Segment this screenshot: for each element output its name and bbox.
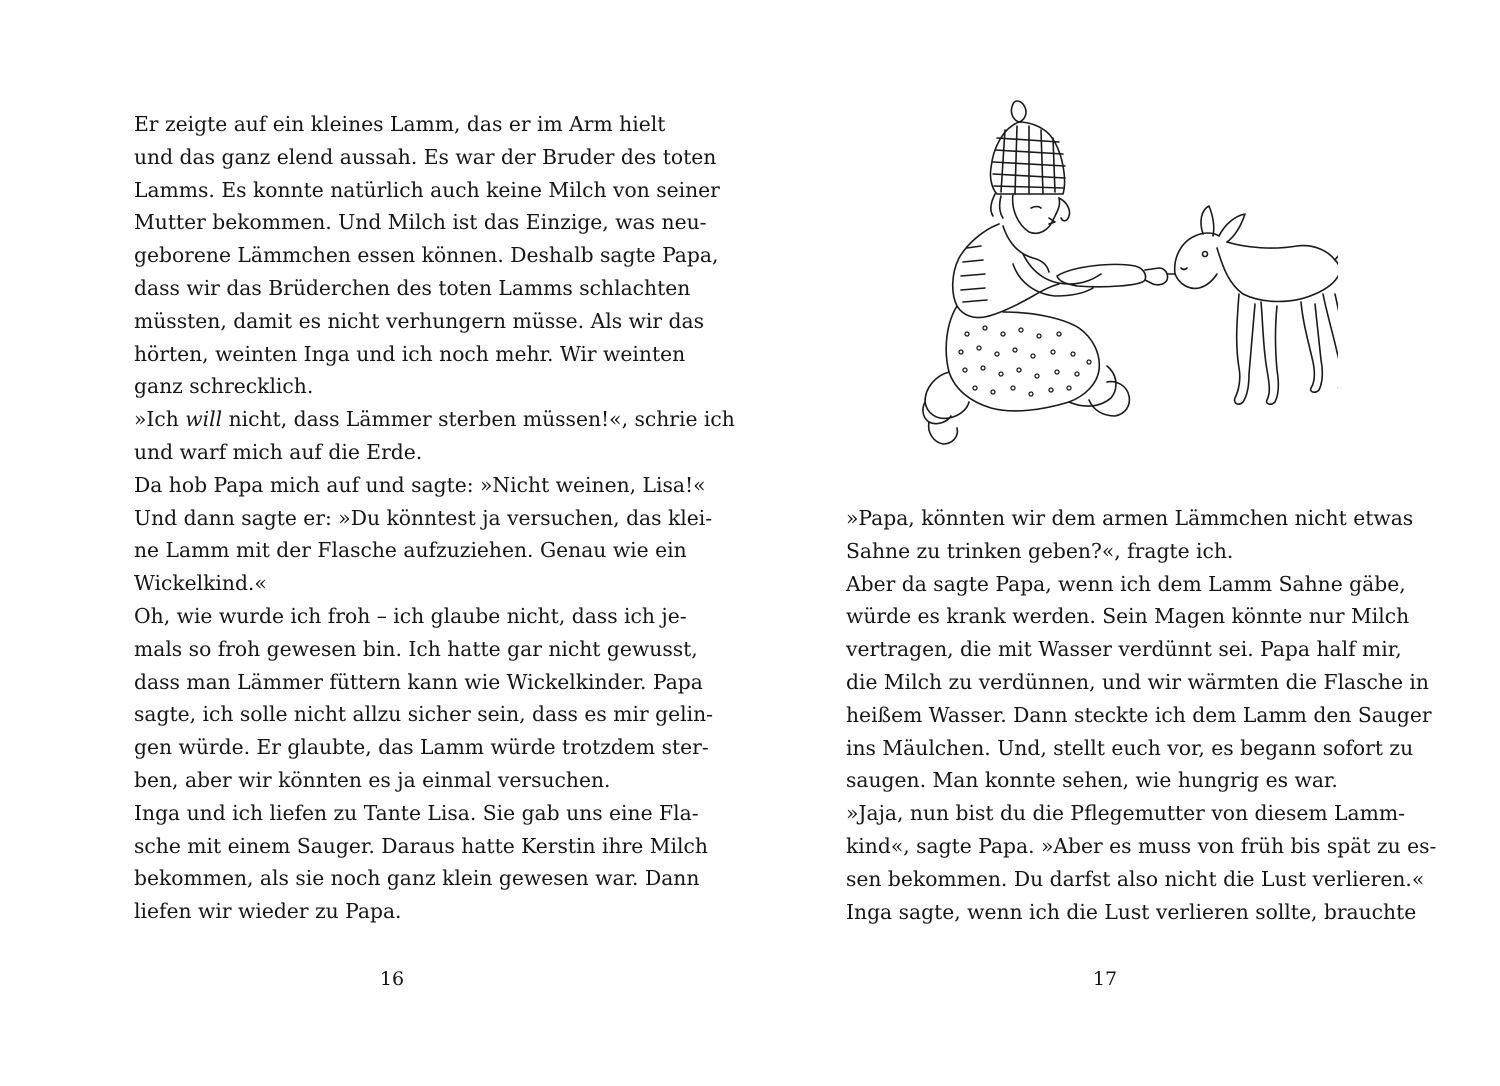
text-line: »Jaja, nun bist du die Pflegemutter von diesem Lamm- — [846, 801, 1405, 826]
lamb-figure — [1175, 206, 1338, 404]
text-line: »Ich will nicht, dass Lämmer sterben müssen!«, schrie ich — [134, 407, 735, 432]
text-line: liefen wir wieder zu Papa. — [134, 899, 402, 924]
page-number-left: 16 — [379, 968, 405, 990]
text-line: sagte, ich solle nicht allzu sicher sein, dass es mir gelin- — [134, 702, 713, 727]
text-line: ganz schrecklich. — [134, 374, 314, 399]
text-line: ben, aber wir könnten es ja einmal versuchen. — [134, 767, 611, 792]
text-line: sen bekommen. Du darfst also nicht die Lust verlieren.« — [846, 866, 1425, 891]
text-line: und das ganz elend aussah. Es war der Bruder des toten — [134, 144, 717, 169]
right-page — [750, 0, 1500, 1086]
text-line: bekommen, als sie noch ganz klein gewesen war. Dann — [134, 866, 700, 891]
text-line: ne Lamm mit der Flasche aufzuziehen. Genau wie ein — [134, 538, 687, 563]
text-line: Da hob Papa mich auf und sagte: »Nicht weinen, Lisa!« — [134, 472, 706, 497]
text-line: Aber da sagte Papa, wenn ich dem Lamm Sahne gäbe, — [846, 571, 1406, 596]
text-line: kind«, sagte Papa. »Aber es muss von früh bis spät zu es- — [846, 833, 1437, 858]
text-line: »Papa, könnten wir dem armen Lämmchen nicht etwas — [846, 506, 1414, 530]
text-line: würde es krank werden. Sein Magen könnte nur Milch — [846, 604, 1410, 629]
skirt-dots — [959, 326, 1091, 396]
emphasized-word: will — [185, 407, 223, 432]
text-line: dass man Lämmer füttern kann wie Wickelkinder. Papa — [134, 669, 703, 694]
text-line: saugen. Man konnte sehen, wie hungrig es war. — [846, 768, 1338, 793]
text-line: Sahne zu trinken geben?«, fragte ich. — [846, 538, 1234, 563]
text-line: vertragen, die mit Wasser verdünnt sei. Papa half mir, — [846, 637, 1402, 662]
text-line: die Milch zu verdünnen, und wir wärmten die Flasche in — [846, 669, 1429, 694]
illustration-girl-feeding-lamb — [863, 98, 1338, 450]
text-line: Und dann sagte er: »Du könntest ja versuchen, das klei- — [134, 505, 713, 530]
right-page-text — [846, 502, 1437, 928]
text-line: Lamms. Es konnte natürlich auch keine Milch von seiner — [134, 177, 720, 202]
text-line: gen würde. Er glaubte, das Lamm würde trotzdem ster- — [134, 735, 709, 760]
text-line: Inga sagte, wenn ich die Lust verlieren sollte, brauchte — [846, 899, 1417, 924]
text-line: Oh, wie wurde ich froh – ich glaube nicht, dass ich je- — [134, 603, 687, 628]
left-page-text — [134, 108, 735, 928]
text-line: mals so froh gewesen bin. Ich hatte gar nicht gewusst, — [134, 636, 698, 661]
girl-figure — [923, 101, 1175, 444]
text-line: Mutter bekommen. Und Milch ist das Einzige, was neu- — [134, 210, 707, 235]
text-line: hörten, weinten Inga und ich noch mehr. Wir weinten — [134, 341, 686, 366]
text-line: Er zeigte auf ein kleines Lamm, das er im Arm hielt — [134, 112, 666, 136]
text-line: heißem Wasser. Dann steckte ich dem Lamm den Sauger — [846, 702, 1432, 727]
page-number-right: 17 — [1092, 968, 1118, 990]
text-line: Wickelkind.« — [134, 571, 267, 596]
text-line: Inga und ich liefen zu Tante Lisa. Sie gab uns eine Fla- — [134, 800, 699, 825]
text-line: sche mit einem Sauger. Daraus hatte Kerstin ihre Milch — [134, 833, 708, 858]
text-line: geborene Lämmchen essen können. Deshalb sagte Papa, — [134, 243, 719, 268]
text-line: dass wir das Brüderchen des toten Lamms schlachten — [134, 275, 691, 300]
text-line: müssten, damit es nicht verhungern müsse. Als wir das — [134, 308, 705, 333]
text-line: und warf mich auf die Erde. — [134, 439, 423, 464]
text-line: ins Mäulchen. Und, stellt euch vor, es begann sofort zu — [846, 735, 1414, 760]
